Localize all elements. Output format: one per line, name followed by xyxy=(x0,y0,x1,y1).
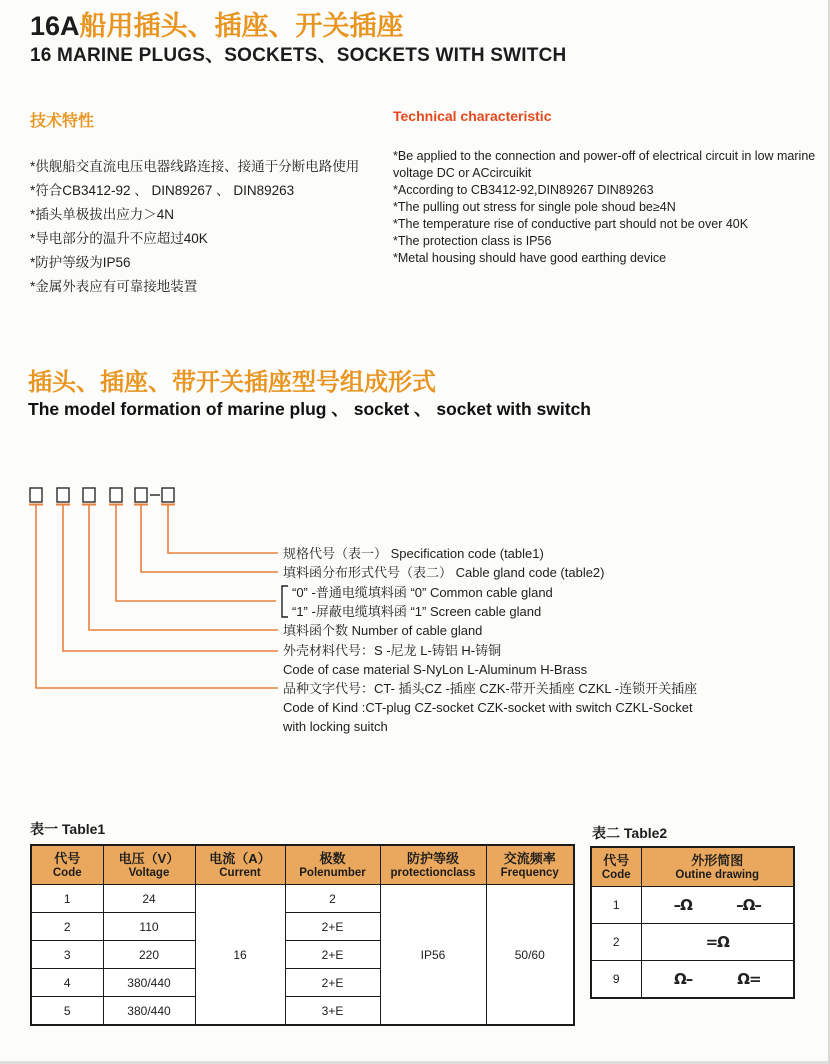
title-english: 16 MARINE PLUGS、SOCKETS、SOCKETS WITH SWITCH xyxy=(30,45,567,67)
cell-voltage: 110 xyxy=(103,913,195,941)
diagram-label-spec-code: 规格代号（表一） Specification code (table1) xyxy=(283,546,544,561)
cell-polenumber: 2 xyxy=(285,885,380,913)
header-label-en: Polenumber xyxy=(299,867,366,879)
leader-case-material xyxy=(63,505,278,651)
code-box-5 xyxy=(135,488,147,502)
model-heading-zh: 插头、插座、带开关插座型号组成形式 xyxy=(28,369,436,396)
table2-row xyxy=(591,924,794,961)
outline-drawing-symbol: –Ω– xyxy=(736,896,761,914)
tech-item-zh: *金属外表应有可靠接地装置 xyxy=(30,279,198,294)
tech-item-en: *According to CB3412-92,DIN89267 DIN89263 xyxy=(393,183,654,197)
code-box-3 xyxy=(83,488,95,502)
cell-current-merged: 16 xyxy=(195,885,285,1026)
page-title xyxy=(30,12,566,67)
option-bracket xyxy=(282,586,288,617)
table1-header-cell xyxy=(31,845,103,885)
outline-drawing-symbol: Ω– xyxy=(673,970,693,988)
leader-gland-number xyxy=(89,505,278,630)
leader-gland-code xyxy=(141,505,278,572)
cell-outline-drawing xyxy=(641,924,794,961)
diagram-label-screen-gland: “1” -屏蔽电缆填料函 “1” Screen cable gland xyxy=(292,604,542,619)
diagram-label-kind-zh: 品种文字代号：CT- 插头CZ -插座 CZK-带开关插座 CZKL -连锁开关插座 xyxy=(283,681,698,696)
cell-polenumber: 2+E xyxy=(285,941,380,969)
tech-item-zh: *防护等级为IP56 xyxy=(30,255,131,270)
tech-item-en: *Metal housing should have good earthing device xyxy=(393,251,667,265)
table2-row xyxy=(591,961,794,999)
tech-item-zh: *导电部分的温升不应超过40K xyxy=(30,231,208,246)
header-label-zh: 外形简图 xyxy=(691,853,744,868)
table1-row xyxy=(31,885,574,913)
tech-item-zh: *供舰船交直流电压电器线路连接、接通于分断电路使用 xyxy=(30,159,360,174)
diagram-label-case-material-en: Code of case material S-NyLon L-Aluminum H-Brass xyxy=(283,662,588,677)
code-box-4 xyxy=(110,488,122,502)
tech-list-en xyxy=(393,148,817,267)
table1-header-cell xyxy=(195,845,285,885)
header-label-en: Outine drawing xyxy=(675,869,760,881)
leader-spec-code xyxy=(168,505,278,553)
header-label-en: Code xyxy=(601,869,631,881)
tech-item-zh: *符合CB3412-92 、 DIN89267 、 DIN89263 xyxy=(30,183,295,198)
diagram-label-gland-code: 填料函分布形式代号（表二） Cable gland code (table2) xyxy=(283,565,605,580)
cell-outline-drawing xyxy=(641,961,794,999)
cell-voltage: 24 xyxy=(103,885,195,913)
diagram-label-case-material-zh: 外壳材料代号：S -尼龙 L-铸铝 H-铸铜 xyxy=(283,643,502,658)
header-label-zh: 代号 xyxy=(603,853,630,868)
outline-drawing-symbol: Ω= xyxy=(737,970,761,988)
tech-item-en: *The protection class is IP56 xyxy=(393,234,552,248)
tech-item-zh: *插头单极拔出应力＞4N xyxy=(30,207,175,222)
table2-header-row xyxy=(591,847,794,887)
cell-code: 1 xyxy=(31,885,103,913)
cell-outline-drawing xyxy=(641,887,794,924)
header-label-zh: 交流频率 xyxy=(503,851,556,866)
tech-list-zh xyxy=(30,155,359,299)
header-label-en: Frequency xyxy=(500,867,559,879)
title-chinese: 船用插头、插座、开关插座 xyxy=(79,11,404,41)
cell-polenumber: 2+E xyxy=(285,969,380,997)
header-label-zh: 电压（V） xyxy=(118,851,180,866)
tech-section-zh xyxy=(30,108,359,299)
tech-section-en xyxy=(393,108,817,267)
table1-header-cell xyxy=(380,845,486,885)
cell-code: 5 xyxy=(31,997,103,1026)
cell-protection-merged: IP56 xyxy=(380,885,486,1026)
tech-item-en: *The pulling out stress for single pole shoud be≥4N xyxy=(393,200,676,214)
table1-caption: 表一 Table1 xyxy=(30,821,106,837)
outline-drawing-symbol: –Ω xyxy=(673,896,692,914)
table1-header-row xyxy=(31,845,574,885)
diagram-label-kind-en2: with locking suitch xyxy=(283,719,388,734)
table2 xyxy=(590,846,795,999)
table2-row xyxy=(591,887,794,924)
table1 xyxy=(30,844,575,1026)
diagram-label-kind-en: Code of Kind :CT-plug CZ-socket CZK-socket with switch CZKL-Socket xyxy=(283,700,693,715)
table1-header-cell xyxy=(103,845,195,885)
leader-gland-type xyxy=(116,505,276,601)
table2-caption: 表二 Table2 xyxy=(592,825,668,841)
tech-item-en: *Be applied to the connection and power-off of electrical circuit in low marine voltage DC or ACcircuikit xyxy=(393,149,816,180)
outline-drawing-symbol: =Ω xyxy=(705,933,729,951)
header-label-zh: 极数 xyxy=(319,851,346,866)
cell-polenumber: 2+E xyxy=(285,913,380,941)
cell-code: 4 xyxy=(31,969,103,997)
diagram-label-common-gland: “0” -普通电缆填料函 “0” Common cable gland xyxy=(292,585,553,600)
table2-header-cell xyxy=(591,847,641,887)
cell-polenumber: 3+E xyxy=(285,997,380,1026)
title-line-1 xyxy=(30,12,566,40)
header-label-en: Voltage xyxy=(128,867,170,879)
code-box-2 xyxy=(57,488,69,502)
outline-drawing-group xyxy=(642,933,794,951)
cell-code: 2 xyxy=(591,924,641,961)
outline-drawing-group xyxy=(642,896,794,914)
tech-heading-en: Technical characteristic xyxy=(393,108,552,124)
tech-heading-zh: 技术特性 xyxy=(30,113,95,130)
header-label-zh: 防护等级 xyxy=(406,851,459,866)
leader-kind-code xyxy=(36,505,278,688)
outline-drawing-group xyxy=(642,970,794,988)
tech-item-en: *The temperature rise of conductive part should not be over 40K xyxy=(393,217,749,231)
table2-header-cell xyxy=(641,847,794,887)
cell-code: 1 xyxy=(591,887,641,924)
code-box-1 xyxy=(30,488,42,502)
code-box-6 xyxy=(162,488,174,502)
cell-voltage: 380/440 xyxy=(103,969,195,997)
cell-code: 9 xyxy=(591,961,641,999)
cell-code: 2 xyxy=(31,913,103,941)
cell-voltage: 220 xyxy=(103,941,195,969)
header-label-zh: 代号 xyxy=(54,851,81,866)
header-label-en: protectionclass xyxy=(390,867,476,879)
table1-header-cell xyxy=(285,845,380,885)
diagram-label-gland-number: 填料函个数 Number of cable gland xyxy=(283,623,483,638)
cell-voltage: 380/440 xyxy=(103,997,195,1026)
header-label-en: Current xyxy=(219,867,261,879)
model-section-heading xyxy=(28,370,591,421)
table1-header-cell xyxy=(486,845,574,885)
cell-frequency-merged: 50/60 xyxy=(486,885,574,1026)
title-prefix: 16A xyxy=(30,11,80,41)
cell-code: 3 xyxy=(31,941,103,969)
header-label-zh: 电流（A） xyxy=(209,851,271,866)
model-heading-en: The model formation of marine plug 、 socket 、 socket with switch xyxy=(28,399,591,420)
header-label-en: Code xyxy=(52,867,82,879)
